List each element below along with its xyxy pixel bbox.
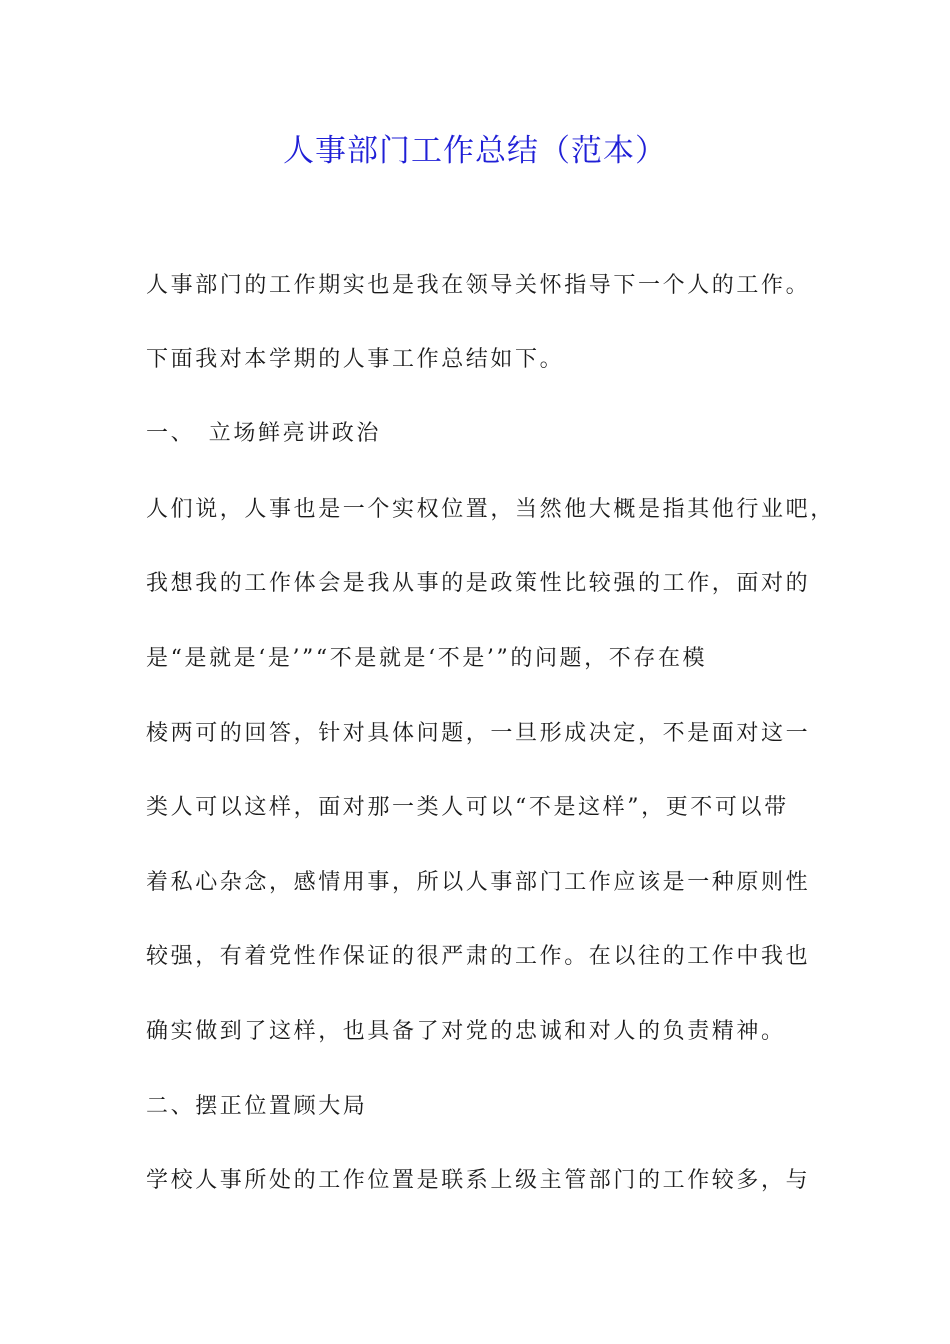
paragraph-line-6: 是“是就是‘是’”“不是就是‘不是’”的问题，不存在模 <box>146 646 708 671</box>
paragraph-line-10: 较强，有着党性作保证的很严肃的工作。在以往的工作中我也 <box>146 944 811 969</box>
paragraph-line-2: 下面我对本学期的人事工作总结如下。 <box>146 347 565 372</box>
section-heading-2: 二、摆正位置顾大局 <box>146 1094 368 1119</box>
paragraph-line-9: 着私心杂念，感情用事，所以人事部门工作应该是一种原则性 <box>146 870 811 895</box>
document-title: 人事部门工作总结（范本） <box>283 133 667 169</box>
paragraph-line-4: 人们说，人事也是一个实权位置，当然他大概是指其他行业吧， <box>146 497 835 522</box>
paragraph-line-1: 人事部门的工作期实也是我在领导关怀指导下一个人的工作。 <box>146 273 811 298</box>
paragraph-line-13: 学校人事所处的工作位置是联系上级主管部门的工作较多，与 <box>146 1168 811 1193</box>
section-heading-1: 一、 立场鲜亮讲政治 <box>146 421 382 446</box>
paragraph-line-8: 类人可以这样，面对那一类人可以“不是这样”，更不可以带 <box>146 795 789 820</box>
paragraph-line-11: 确实做到了这样，也具备了对党的忠诚和对人的负责精神。 <box>146 1019 786 1044</box>
paragraph-line-7: 棱两可的回答，针对具体问题，一旦形成决定，不是面对这一 <box>146 721 811 746</box>
paragraph-line-5: 我想我的工作体会是我从事的是政策性比较强的工作，面对的 <box>146 571 811 596</box>
